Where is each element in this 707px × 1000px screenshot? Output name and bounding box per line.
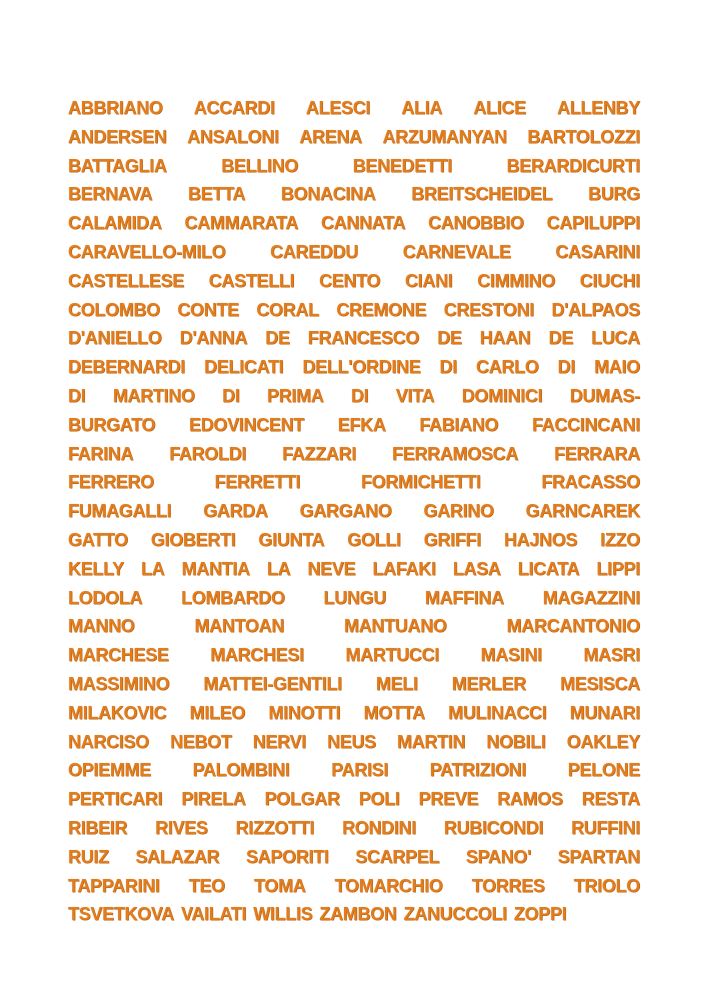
name-word: MAFFINA bbox=[424, 587, 504, 608]
name-word: CREMONE bbox=[336, 299, 427, 320]
name-word: TOMARCHIO bbox=[334, 875, 443, 896]
name-word: DI bbox=[557, 357, 576, 378]
name-word: DE bbox=[548, 328, 574, 349]
name-word: BATTAGLIA bbox=[68, 155, 167, 176]
name-word: LOMBARDO bbox=[181, 587, 285, 608]
name-word: RUIZ bbox=[68, 846, 109, 867]
name-word: BURG bbox=[588, 184, 640, 205]
name-word: DE bbox=[437, 328, 462, 349]
name-word: PRIMA bbox=[267, 385, 324, 406]
name-word: ZAMBON bbox=[319, 904, 397, 925]
name-line bbox=[68, 152, 640, 181]
name-word: TRIOLO bbox=[573, 875, 640, 896]
name-word: CIMMINO bbox=[477, 270, 556, 291]
name-word: FRACASSO bbox=[541, 472, 640, 493]
name-word: PREVE bbox=[418, 789, 479, 810]
name-word: CANOBBIO bbox=[428, 213, 524, 234]
name-word: IZZO bbox=[600, 529, 640, 550]
name-line bbox=[68, 900, 640, 929]
name-word: DI bbox=[222, 385, 240, 406]
name-word: LAFAKI bbox=[372, 558, 436, 579]
name-word: ZANUCCOLI bbox=[403, 904, 507, 925]
name-word: LUNGU bbox=[323, 587, 387, 608]
name-line bbox=[68, 94, 640, 123]
name-line bbox=[68, 468, 640, 497]
name-word: MANTOAN bbox=[194, 616, 285, 637]
name-word: FAZZARI bbox=[282, 443, 357, 464]
name-word: SAPORITI bbox=[246, 846, 329, 867]
name-word: MASRI bbox=[583, 645, 640, 666]
name-word: MARTUCCI bbox=[345, 645, 440, 666]
name-word: ALICE bbox=[473, 98, 526, 118]
name-word: MANTIA bbox=[181, 558, 250, 579]
name-word: OPIEMME bbox=[68, 760, 151, 781]
name-word: FAROLDI bbox=[169, 443, 247, 464]
name-word: FERRETTI bbox=[214, 472, 301, 493]
name-word: MASSIMINO bbox=[68, 673, 170, 694]
name-line bbox=[68, 756, 640, 785]
name-word: MAGAZZINI bbox=[542, 587, 640, 608]
name-word: ABBRIANO bbox=[68, 98, 163, 118]
name-line bbox=[68, 180, 640, 209]
name-word: TOMA bbox=[254, 875, 306, 896]
name-word: CANNATA bbox=[321, 213, 406, 234]
name-word: OAKLEY bbox=[566, 731, 640, 752]
name-word: RIBEIR bbox=[68, 817, 128, 838]
name-line bbox=[68, 353, 640, 382]
name-word: MINOTTI bbox=[268, 702, 341, 723]
name-word: ALIA bbox=[401, 98, 443, 118]
name-word: BETTA bbox=[188, 184, 246, 205]
name-word: FABIANO bbox=[419, 414, 499, 435]
name-word: FERRAMOSCA bbox=[392, 443, 519, 464]
name-line bbox=[68, 584, 640, 613]
name-word: MELI bbox=[375, 673, 418, 694]
name-word: DOMINICI bbox=[461, 385, 543, 406]
name-word: GARDA bbox=[203, 501, 268, 522]
name-word: NOBILI bbox=[486, 731, 546, 752]
name-line bbox=[68, 238, 640, 267]
name-word: LA bbox=[266, 558, 291, 579]
name-word: SPARTAN bbox=[557, 846, 640, 867]
name-word: LUCA bbox=[591, 328, 640, 349]
name-line bbox=[68, 324, 640, 353]
name-line bbox=[68, 785, 640, 814]
name-word: SCARPEL bbox=[355, 846, 440, 867]
name-word: CARAVELLO-MILO bbox=[68, 241, 226, 262]
name-word: MERLER bbox=[451, 673, 526, 694]
name-word: TORRES bbox=[471, 875, 545, 896]
name-word: FUMAGALLI bbox=[68, 501, 172, 522]
name-word: BERNAVA bbox=[68, 184, 153, 205]
name-word: HAJNOS bbox=[503, 529, 578, 550]
name-word: CASARINI bbox=[555, 241, 640, 262]
name-word: LODOLA bbox=[68, 587, 143, 608]
name-word: PIRELA bbox=[181, 789, 246, 810]
name-word: PERTICARI bbox=[68, 789, 163, 810]
name-word: MASINI bbox=[480, 645, 542, 666]
name-word: GARGANO bbox=[299, 501, 392, 522]
name-word: EDOVINCENT bbox=[188, 414, 304, 435]
name-line bbox=[68, 123, 640, 152]
name-word: DI bbox=[439, 357, 457, 378]
name-word: CARLO bbox=[476, 357, 539, 378]
name-word: CRESTONI bbox=[443, 299, 534, 320]
name-line bbox=[68, 814, 640, 843]
name-line bbox=[68, 728, 640, 757]
name-word: NEBOT bbox=[170, 731, 232, 752]
name-word: LA bbox=[141, 558, 165, 579]
name-line bbox=[68, 209, 640, 238]
name-word: RUFFINI bbox=[571, 817, 640, 838]
name-word: BONACINA bbox=[280, 184, 376, 205]
name-word: FARINA bbox=[68, 443, 134, 464]
name-word: RESTA bbox=[581, 789, 640, 810]
name-word: D'ANIELLO bbox=[68, 328, 162, 349]
name-word: PARISI bbox=[331, 760, 389, 781]
name-word: VITA bbox=[395, 385, 435, 406]
name-word: ALLENBY bbox=[557, 98, 640, 118]
name-word: LASA bbox=[452, 558, 501, 579]
name-word: FORMICHETTI bbox=[360, 472, 481, 493]
name-word: BENEDETTI bbox=[352, 155, 452, 176]
name-word: DEBERNARDI bbox=[68, 357, 186, 378]
name-word: CAMMARATA bbox=[184, 213, 299, 234]
name-line bbox=[68, 382, 640, 411]
name-word: RIVES bbox=[155, 817, 208, 838]
name-word: CALAMIDA bbox=[68, 213, 162, 234]
name-word: RIZZOTTI bbox=[235, 817, 315, 838]
name-word: SPANO' bbox=[465, 846, 532, 867]
name-word: MARTIN bbox=[397, 731, 466, 752]
name-word: ACCARDI bbox=[193, 98, 275, 118]
name-word: BREITSCHEIDEL bbox=[411, 184, 553, 205]
name-word: CASTELLI bbox=[208, 270, 295, 291]
name-word: MARTINO bbox=[112, 385, 195, 406]
name-line bbox=[68, 440, 640, 469]
name-word: DUMAS- bbox=[569, 385, 640, 406]
name-word: BERARDICURTI bbox=[506, 155, 640, 176]
name-word: CONTE bbox=[177, 299, 239, 320]
name-word: CARNEVALE bbox=[402, 241, 511, 262]
name-word: DELICATI bbox=[204, 357, 284, 378]
name-word: ZOPPI bbox=[513, 904, 567, 925]
name-word: EFKA bbox=[337, 414, 386, 435]
name-line bbox=[68, 641, 640, 670]
name-word: BARTOLOZZI bbox=[527, 126, 640, 147]
name-word: MANNO bbox=[68, 616, 135, 637]
name-word: ALESCI bbox=[305, 98, 371, 118]
name-word: FRANCESCO bbox=[307, 328, 420, 349]
name-word: WILLIS bbox=[253, 904, 313, 925]
name-word: RONDINI bbox=[342, 817, 416, 838]
name-word: TSVETKOVA bbox=[68, 904, 174, 925]
name-word: GRIFFI bbox=[423, 529, 481, 550]
name-word: CASTELLESE bbox=[68, 270, 185, 291]
name-word: BURGATO bbox=[68, 414, 156, 435]
name-word: GIUNTA bbox=[258, 529, 325, 550]
name-word: D'ALPAOS bbox=[551, 299, 640, 320]
name-word: ANSALONI bbox=[187, 126, 279, 147]
name-word: DE bbox=[265, 328, 290, 349]
name-word: GARNCAREK bbox=[525, 501, 640, 522]
name-word: DELL'ORDINE bbox=[302, 357, 421, 378]
name-word: CIANI bbox=[404, 270, 453, 291]
name-word: CORAL bbox=[256, 299, 319, 320]
name-word: NERVI bbox=[252, 731, 306, 752]
name-word: CAPILUPPI bbox=[546, 213, 640, 234]
name-word: LICATA bbox=[517, 558, 580, 579]
name-line bbox=[68, 296, 640, 325]
name-word: GOLLI bbox=[347, 529, 401, 550]
name-word: FERRARA bbox=[554, 443, 640, 464]
name-line bbox=[68, 497, 640, 526]
name-word: MILAKOVIC bbox=[68, 702, 167, 723]
name-line bbox=[68, 699, 640, 728]
name-word: DI bbox=[350, 385, 369, 406]
name-word: RUBICONDI bbox=[443, 817, 544, 838]
name-word: FACCINCANI bbox=[531, 414, 640, 435]
name-line bbox=[68, 670, 640, 699]
name-line bbox=[68, 267, 640, 296]
name-word: MAIO bbox=[594, 357, 640, 378]
name-word: NEUS bbox=[327, 731, 376, 752]
name-word: RAMOS bbox=[497, 789, 563, 810]
name-line bbox=[68, 872, 640, 901]
name-word: SALAZAR bbox=[135, 846, 220, 867]
name-word: D'ANNA bbox=[179, 328, 248, 349]
name-word: TEO bbox=[188, 875, 225, 896]
name-word: KELLY bbox=[68, 558, 124, 579]
name-word: LIPPI bbox=[596, 558, 640, 579]
name-word: CIUCHI bbox=[579, 270, 640, 291]
name-word: MATTEI-GENTILI bbox=[203, 673, 342, 694]
name-line bbox=[68, 555, 640, 584]
name-line bbox=[68, 411, 640, 440]
name-word: TAPPARINI bbox=[68, 875, 160, 896]
name-line bbox=[68, 526, 640, 555]
name-word: PATRIZIONI bbox=[429, 760, 527, 781]
name-word: ARZUMANYAN bbox=[382, 126, 507, 147]
name-word: NARCISO bbox=[68, 731, 149, 752]
name-word: MARCHESE bbox=[68, 645, 169, 666]
name-word: FERRERO bbox=[68, 472, 154, 493]
name-word: MUNARI bbox=[569, 702, 640, 723]
name-line bbox=[68, 843, 640, 872]
name-word: MOTTA bbox=[363, 702, 425, 723]
name-word: COLOMBO bbox=[68, 299, 160, 320]
name-word: MULINACCI bbox=[448, 702, 547, 723]
name-word: GIOBERTI bbox=[150, 529, 236, 550]
name-word: VAILATI bbox=[180, 904, 247, 925]
name-word: PELONE bbox=[567, 760, 640, 781]
name-word: MILEO bbox=[189, 702, 246, 723]
name-word: ANDERSEN bbox=[68, 126, 167, 147]
name-line bbox=[68, 612, 640, 641]
name-word: PALOMBINI bbox=[192, 760, 290, 781]
name-word: MARCANTONIO bbox=[506, 616, 640, 637]
name-word: MANTUANO bbox=[344, 616, 447, 637]
name-word: CAREDDU bbox=[270, 241, 359, 262]
name-word: NEVE bbox=[307, 558, 356, 579]
names-list bbox=[68, 94, 640, 929]
name-word: ARENA bbox=[299, 126, 362, 147]
name-word: POLI bbox=[358, 789, 400, 810]
name-word: HAAN bbox=[479, 328, 531, 349]
name-word: DI bbox=[68, 385, 86, 406]
name-word: GATTO bbox=[68, 529, 128, 550]
name-word: GARINO bbox=[423, 501, 494, 522]
name-word: MESISCA bbox=[560, 673, 640, 694]
name-word: MARCHESI bbox=[210, 645, 304, 666]
name-word: POLGAR bbox=[264, 789, 340, 810]
name-word: CENTO bbox=[319, 270, 381, 291]
name-word: BELLINO bbox=[221, 155, 299, 176]
